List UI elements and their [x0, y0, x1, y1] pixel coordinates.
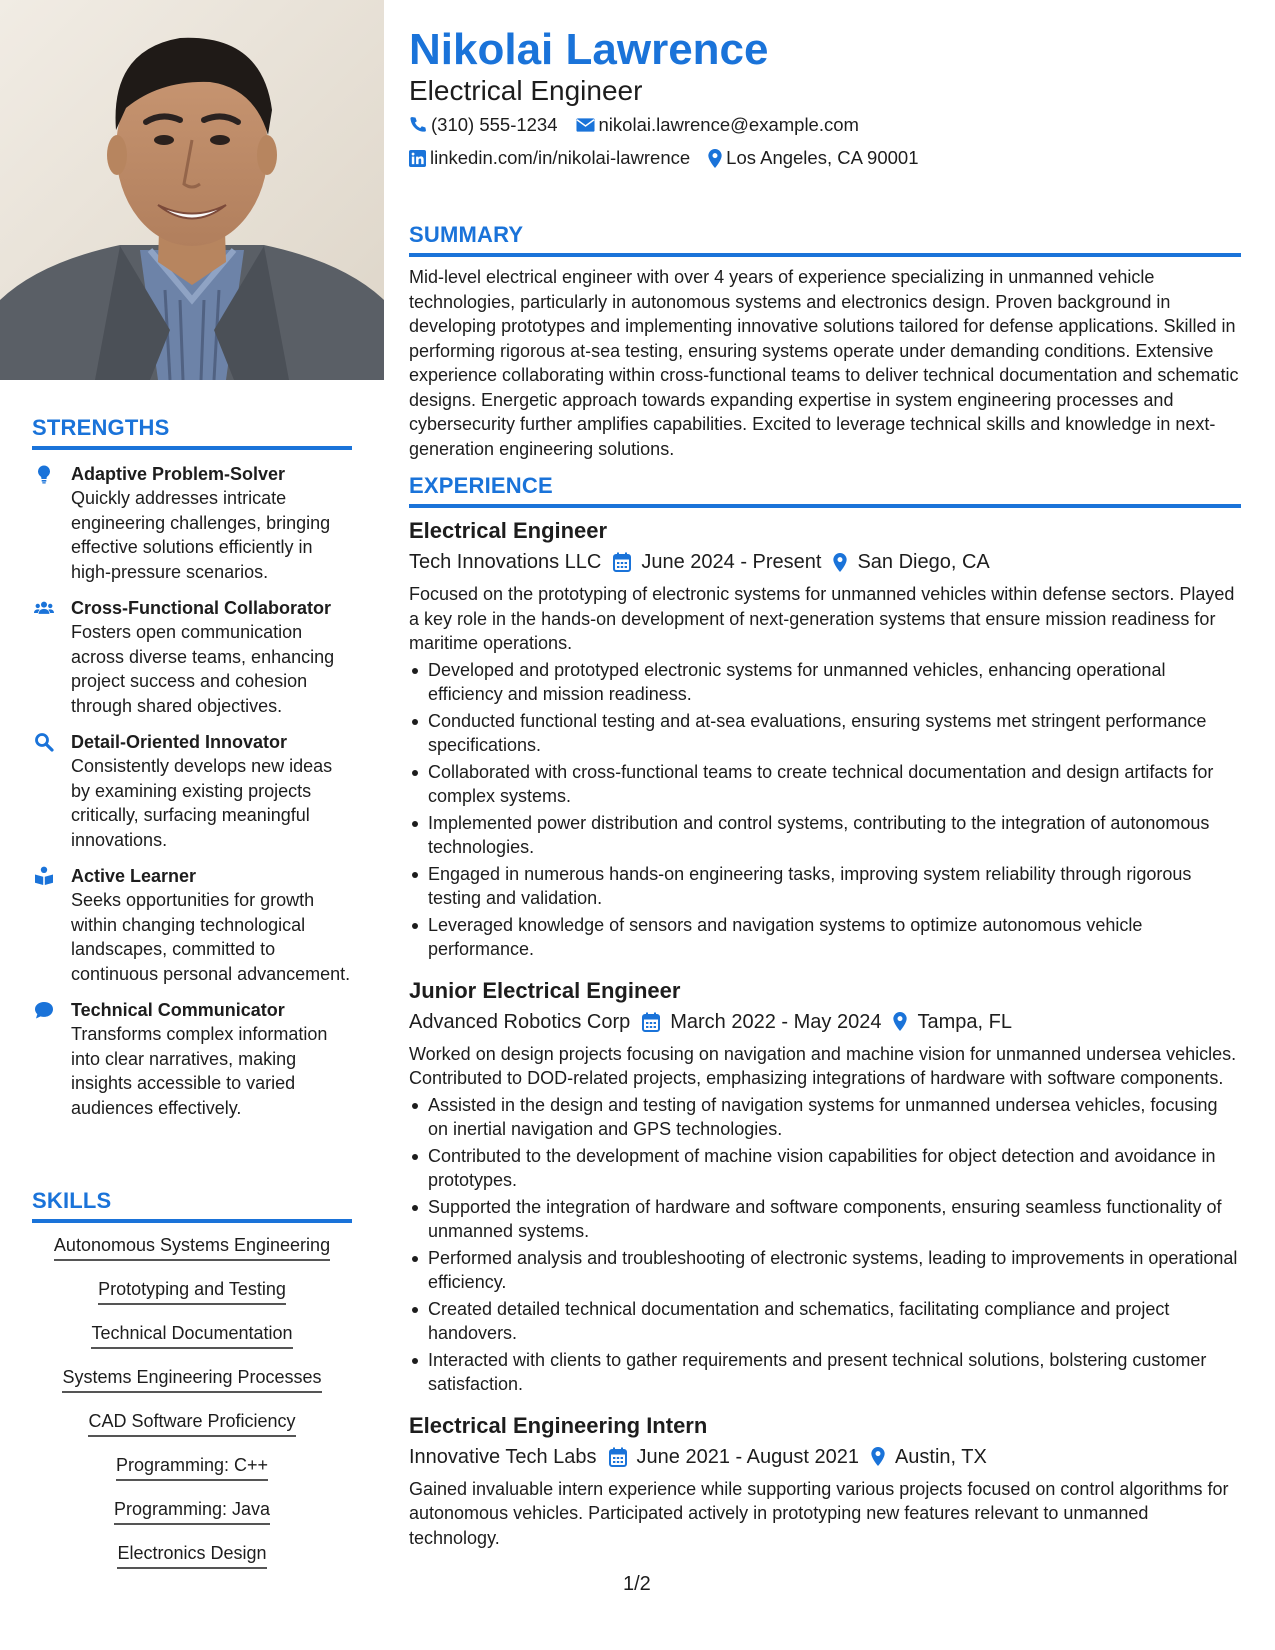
job-company: Innovative Tech Labs [409, 1445, 597, 1468]
strength-description: Quickly addresses intricate engineering challenges, bringing effective solutions efficiently in high-pressure scenarios. [71, 488, 331, 582]
skills-heading: SKILLS [32, 1188, 352, 1223]
comment-icon [34, 1000, 54, 1020]
job-company: Advanced Robotics Corp [409, 1010, 631, 1033]
left-column [0, 0, 384, 1650]
strength-item [32, 864, 352, 986]
job-description: Worked on design projects focusing on navigation and machine vision for unmanned undersea vehicles. Contributed to DOD-related projects, emphasizing integrations of hardware with software components. [409, 1043, 1237, 1088]
strength-item [32, 462, 352, 584]
linkedin-contact[interactable] [409, 146, 690, 170]
job-entry [409, 976, 1241, 1397]
lightbulb-icon [34, 464, 54, 484]
map-pin-icon [871, 1447, 885, 1466]
job-meta [409, 547, 1241, 577]
job-meta [409, 1442, 1241, 1472]
skill-tag: Technical Documentation [91, 1321, 292, 1349]
candidate-name: Nikolai Lawrence [409, 25, 769, 74]
bullet-item: Created detailed technical documentation and schematics, facilitating compliance and project handovers. [409, 1297, 1241, 1346]
job-title: Electrical Engineering Intern [409, 1412, 708, 1438]
strength-description: Transforms complex information into clear narratives, making insights accessible to varied audiences effectively. [71, 1024, 328, 1118]
bullet-item: Assisted in the design and testing of navigation systems for unmanned undersea vehicles, focusing on inertial navigation and GPS technologies. [409, 1093, 1241, 1142]
calendar-icon [609, 1447, 627, 1467]
map-pin-icon [708, 149, 722, 168]
summary-text: Mid-level electrical engineer with over 4 years of experience specializing in unmanned vehicle technologies, particularly in autonomous systems and electronics design. Proven background in developing prototypes and implementing innovative solutions tailored for defense applications. Skilled in performing rigorous at-sea testing, ensuring systems operate under demanding conditions. Extensive experience collaborating within cross-functional teams to deliver technical documentation and schematic designs. Energetic approach towards expanding expertise in system engineering processes and cybersecurity further amplifies capabilities. Excited to leverage technical skills and knowledge in next-generation engineering solutions. [409, 267, 1239, 459]
job-dates: June 2021 - August 2021 [636, 1445, 859, 1468]
email-text: nikolai.lawrence@example.com [598, 114, 859, 135]
bullet-item: Implemented power distribution and control systems, contributing to the integration of autonomous technologies. [409, 811, 1241, 860]
strength-item [32, 730, 352, 852]
job-description: Gained invaluable intern experience while supporting various projects focused on control algorithms for autonomous vehicles. Participated actively in prototyping new features relevant to unmanned technology. [409, 1478, 1229, 1548]
contact-row [409, 146, 937, 170]
summary-heading: SUMMARY [409, 222, 1241, 257]
job-bullets [409, 1093, 1241, 1397]
calendar-icon [642, 1012, 660, 1032]
strength-item [32, 596, 352, 718]
skill-tag: CAD Software Proficiency [88, 1409, 295, 1437]
bullet-item: Developed and prototyped electronic systems for unmanned vehicles, enhancing operational efficiency and mission readiness. [409, 658, 1241, 707]
strengths-section [32, 415, 352, 1120]
skill-tag: Prototyping and Testing [98, 1277, 286, 1305]
bullet-item: Supported the integration of hardware and software components, ensuring seamless functionality of unmanned systems. [409, 1195, 1241, 1244]
users-icon [34, 598, 54, 618]
candidate-role: Electrical Engineer [409, 75, 643, 106]
bullet-item: Conducted functional testing and at-sea evaluations, ensuring systems met stringent performance specifications. [409, 709, 1241, 758]
skill-list [32, 1233, 352, 1569]
job-dates: March 2022 - May 2024 [670, 1010, 882, 1033]
bullet-item: Leveraged knowledge of sensors and navigation systems to optimize autonomous vehicle performance. [409, 913, 1241, 962]
bullet-item: Contributed to the development of machine vision capabilities for object detection and avoidance in prototypes. [409, 1144, 1241, 1193]
location-contact [708, 146, 918, 170]
job-entry [409, 1411, 1241, 1551]
strength-title: Active Learner [71, 866, 197, 886]
map-pin-icon [893, 1012, 907, 1031]
portrait-image [0, 0, 384, 380]
map-pin-icon [833, 553, 847, 572]
strengths-heading: STRENGTHS [32, 415, 352, 450]
phone-contact[interactable] [409, 113, 558, 137]
email-contact[interactable] [576, 113, 859, 137]
skills-section [32, 1188, 352, 1585]
skill-tag: Autonomous Systems Engineering [54, 1233, 330, 1261]
strength-title: Adaptive Problem-Solver [71, 464, 286, 484]
job-title: Electrical Engineer [409, 518, 608, 543]
strength-description: Consistently develops new ideas by examining existing projects critically, surfacing meaningful innovations. [71, 756, 333, 850]
strength-title: Technical Communicator [71, 1000, 285, 1020]
experience-section [409, 473, 1241, 1550]
skill-tag: Systems Engineering Processes [62, 1365, 321, 1393]
job-meta [409, 1007, 1241, 1037]
calendar-icon [613, 552, 631, 572]
book-reader-icon [34, 866, 54, 886]
job-location: San Diego, CA [857, 551, 990, 573]
bullet-item: Performed analysis and troubleshooting of electronic systems, leading to improvements in operational efficiency. [409, 1246, 1241, 1295]
strength-description: Seeks opportunities for growth within changing technological landscapes, committed to continuous personal advancement. [71, 890, 351, 984]
job-title: Junior Electrical Engineer [409, 977, 681, 1003]
job-entry [409, 516, 1241, 962]
job-bullets [409, 658, 1241, 962]
skill-tag: Electronics Design [117, 1541, 266, 1569]
linkedin-icon [409, 150, 426, 167]
strength-title: Cross-Functional Collaborator [71, 598, 332, 618]
job-description: Focused on the prototyping of electronic systems for unmanned vehicles within defense sectors. Played a key role in the hands-on development of next-generation systems that ensure mission readiness for maritime operations. [409, 584, 1235, 653]
phone-text: (310) 555-1234 [431, 114, 558, 135]
search-icon [34, 732, 54, 752]
profile-photo [0, 0, 384, 380]
job-location: Austin, TX [894, 1445, 987, 1468]
bullet-item: Engaged in numerous hands-on engineering tasks, improving system reliability through rigorous testing and validation. [409, 862, 1241, 911]
skill-tag: Programming: Java [114, 1497, 270, 1525]
strength-item [32, 998, 352, 1120]
skill-tag: Programming: C++ [116, 1453, 268, 1481]
experience-heading: EXPERIENCE [409, 473, 1241, 508]
bullet-item: Interacted with clients to gather requirements and present technical solutions, bolstering customer satisfaction. [409, 1348, 1241, 1397]
linkedin-text: linkedin.com/in/nikolai-lawrence [430, 147, 691, 168]
page-number: 1/2 [623, 1573, 651, 1595]
bullet-item: Collaborated with cross-functional teams to create technical documentation and design artifacts for complex systems. [409, 760, 1241, 809]
job-company: Tech Innovations LLC [409, 551, 602, 573]
strength-title: Detail-Oriented Innovator [71, 732, 288, 752]
phone-icon [409, 116, 427, 134]
strength-description: Fosters open communication across diverse teams, enhancing project success and cohesion through shared objectives. [71, 622, 335, 716]
summary-section [409, 222, 1241, 461]
job-dates: June 2024 - Present [641, 551, 822, 573]
job-location: Tampa, FL [917, 1010, 1012, 1033]
contact-row [409, 113, 877, 137]
envelope-icon [576, 117, 595, 133]
location-text: Los Angeles, CA 90001 [726, 147, 919, 168]
